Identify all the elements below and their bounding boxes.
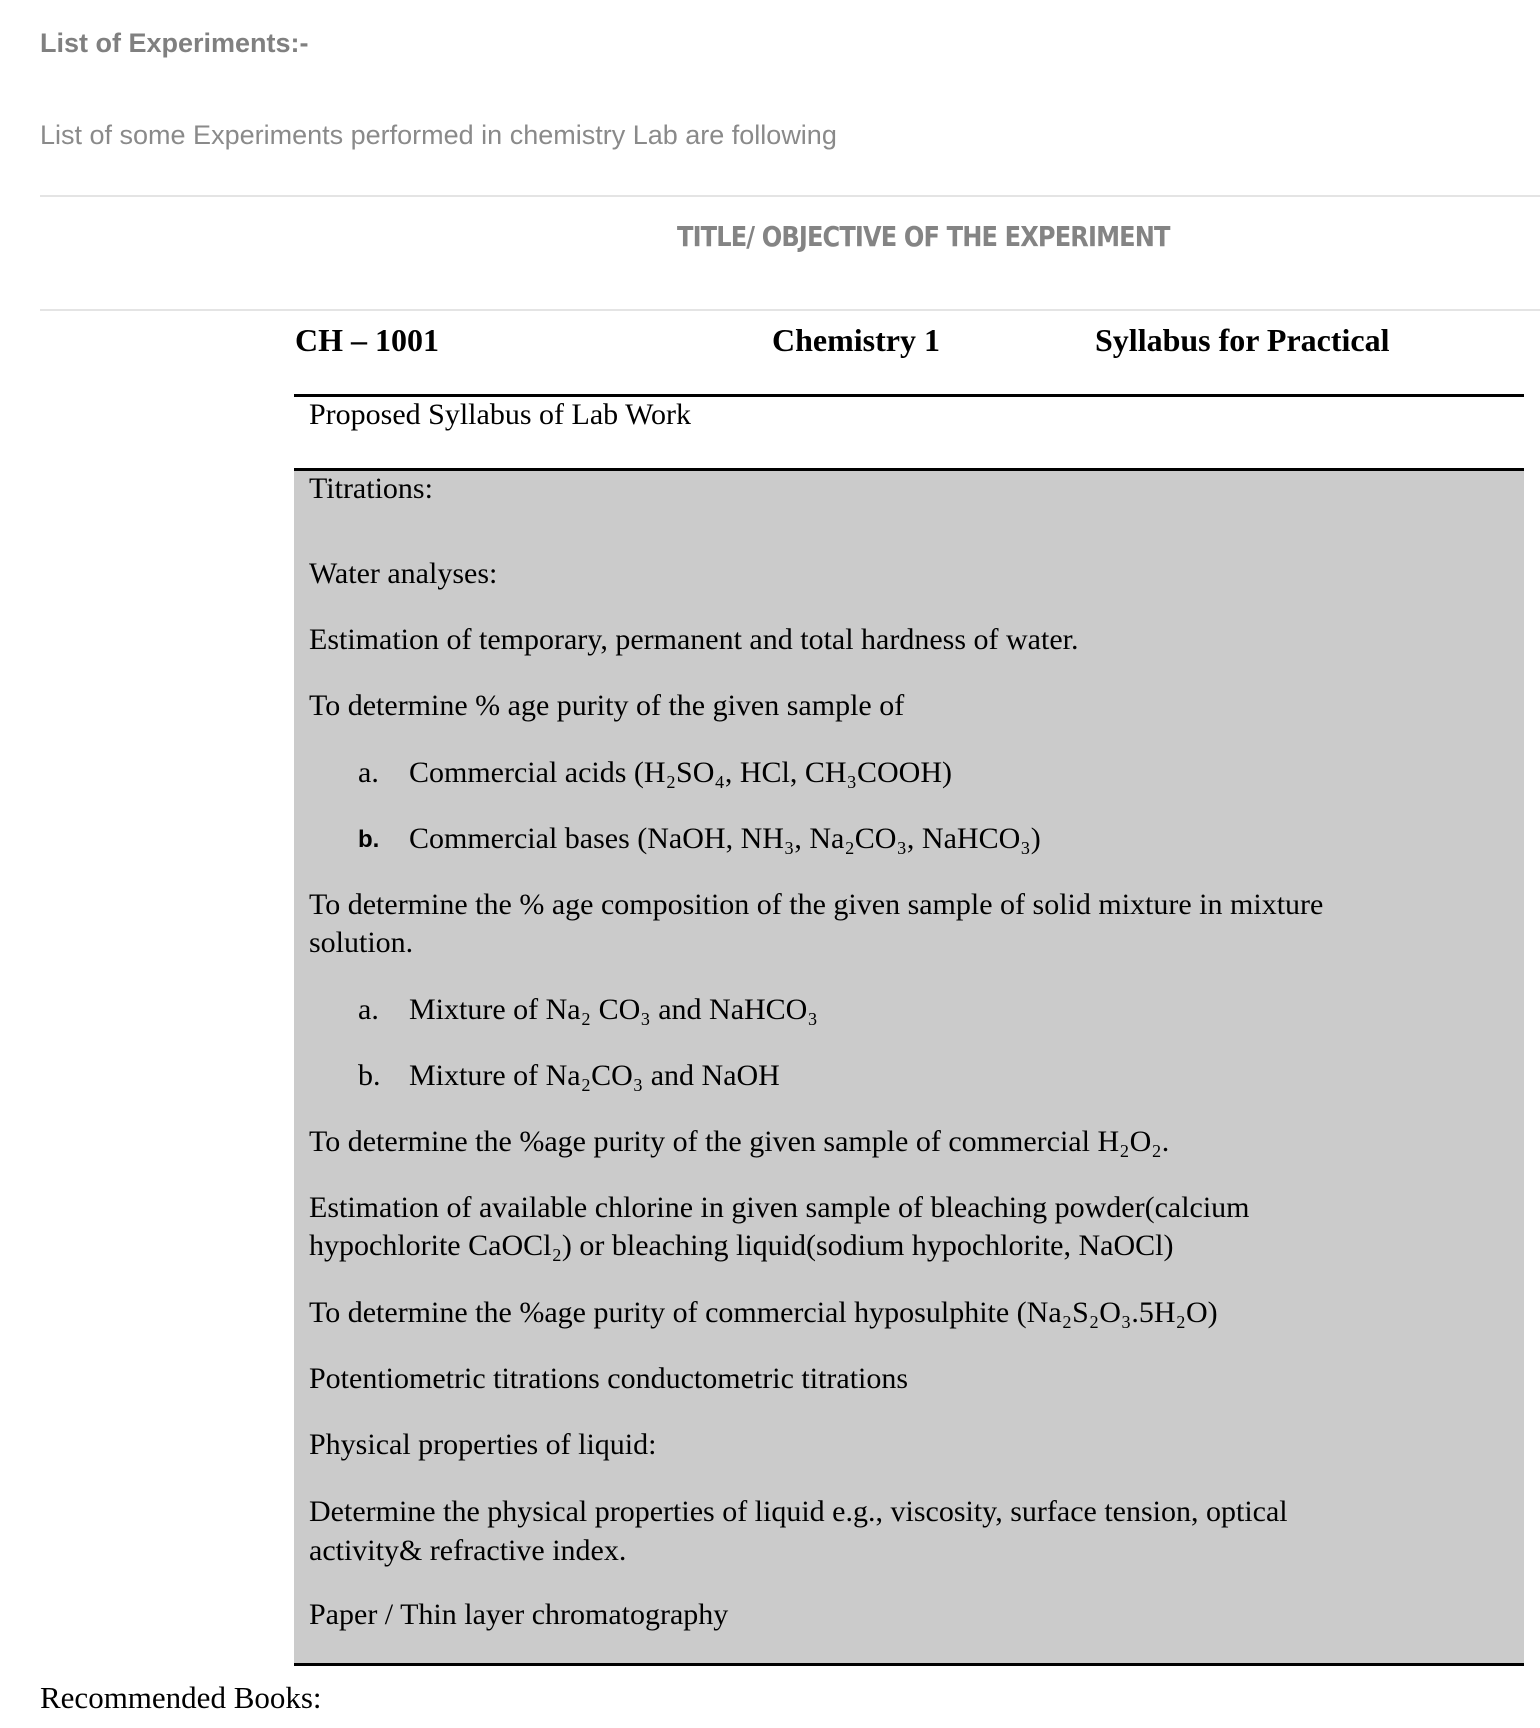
section-heading: Proposed Syllabus of Lab Work	[309, 398, 692, 431]
course-type: Syllabus for Practical	[1095, 322, 1390, 358]
titrations-heading: Titrations:	[309, 472, 433, 505]
course-name: Chemistry 1	[772, 322, 940, 358]
composition-intro-cont: solution.	[309, 926, 414, 959]
divider-top	[40, 195, 1540, 197]
list-item: Commercial bases (NaOH, NH₃, Na₂CO₃, NaHCO₃)	[409, 822, 1041, 855]
water-analyses-heading: Water analyses:	[309, 557, 498, 590]
column-title: TITLE/ OBJECTIVE OF THE EXPERIMENT	[677, 220, 1170, 253]
table-rule-top	[294, 394, 1524, 397]
physical-text-cont: activity& refractive index.	[309, 1534, 627, 1567]
page-heading: List of Experiments:-	[40, 28, 309, 58]
hyposulphite-text: To determine the %age purity of commercial hyposulphite (Na₂S₂O₃.5H₂O)	[309, 1296, 1218, 1329]
h2o2-text: To determine the %age purity of the given sample of commercial H₂O₂.	[309, 1125, 1170, 1158]
potentiometric-text: Potentiometric titrations conductometric titrations	[309, 1362, 909, 1395]
physical-heading: Physical properties of liquid:	[309, 1428, 657, 1461]
chlorine-text-cont: hypochlorite CaOCl₂) or bleaching liquid(sodium hypochlorite, NaOCl)	[309, 1229, 1174, 1262]
list-item: Commercial acids (H₂SO₄, HCl, CH₃COOH)	[409, 756, 952, 789]
chromatography-text: Paper / Thin layer chromatography	[309, 1598, 729, 1631]
list-item: Mixture of Na₂CO₃ and NaOH	[409, 1059, 780, 1092]
list-marker: b.	[358, 1059, 381, 1092]
chlorine-text: Estimation of available chlorine in given sample of bleaching powder(calcium	[309, 1191, 1250, 1224]
table-rule-bottom	[294, 1663, 1524, 1666]
list-item: Mixture of Na₂ CO₃ and NaHCO₃	[409, 993, 818, 1026]
composition-intro: To determine the % age composition of the given sample of solid mixture in mixture	[309, 888, 1324, 921]
page-subtitle: List of some Experiments performed in chemistry Lab are following	[40, 120, 837, 150]
list-marker: a.	[358, 756, 379, 789]
divider-header	[40, 309, 1540, 311]
course-code: CH – 1001	[295, 322, 439, 358]
table-rule-mid	[294, 468, 1524, 471]
physical-text: Determine the physical properties of liquid e.g., viscosity, surface tension, optical	[309, 1495, 1288, 1528]
purity-intro: To determine % age purity of the given sample of	[309, 689, 905, 722]
list-marker: a.	[358, 993, 379, 1026]
hardness-text: Estimation of temporary, permanent and total hardness of water.	[309, 623, 1079, 656]
list-marker: b.	[358, 826, 380, 853]
recommended-books-heading: Recommended Books:	[40, 1680, 322, 1715]
